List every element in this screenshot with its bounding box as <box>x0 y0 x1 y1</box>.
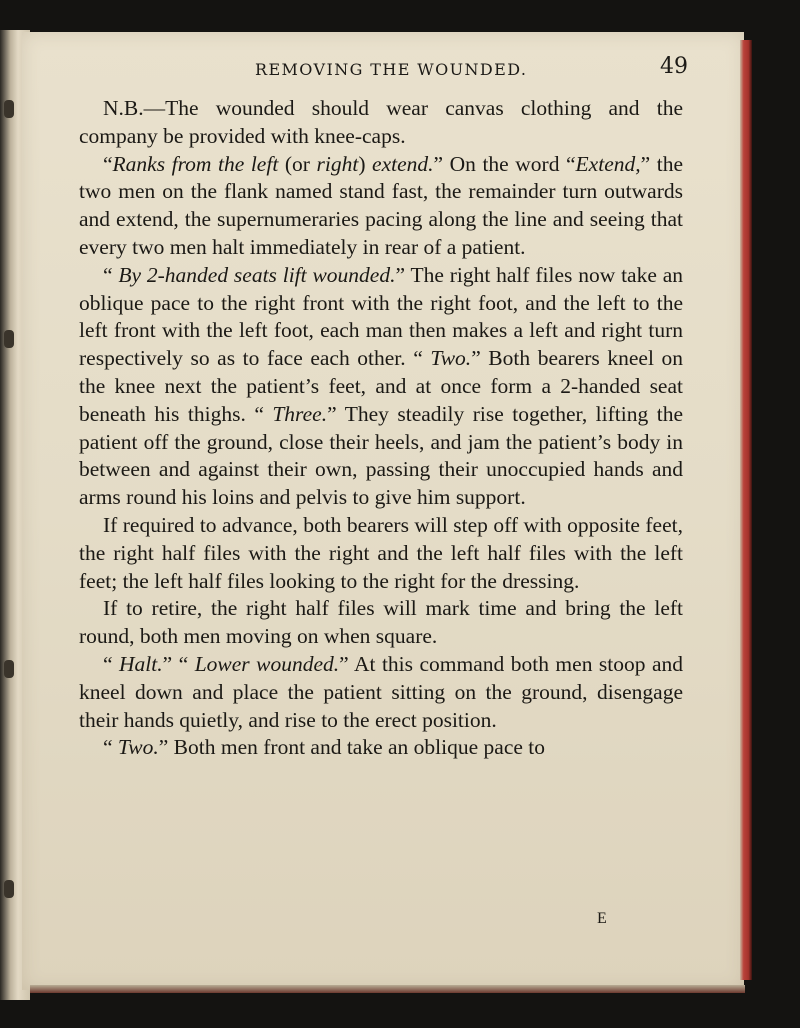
paragraph <box>79 512 683 595</box>
page-edge-red <box>740 40 752 980</box>
text-run: ” At this command both men stoop and kneel down and place the patient sitting on the ground, disengage their hands quietly, and rise to the erect position. <box>79 651 684 732</box>
text-run: N.B.—The wounded should wear canvas clothing and the company be provided with knee-caps. <box>79 96 683 148</box>
italic-phrase: Two. <box>430 346 472 371</box>
italic-phrase: Three. <box>272 401 328 426</box>
text-run: “ <box>103 151 113 176</box>
binding-thread <box>4 330 14 348</box>
paragraph <box>79 151 683 262</box>
text-run: ” On the word “ <box>433 151 576 176</box>
italic-phrase: Halt. <box>119 651 163 676</box>
text-run: If required to advance, both bearers will step off with opposite feet, the right half files with the right and the left half files with the left feet; the left half files looking to the right for the dressing. <box>79 512 683 593</box>
text-run: ” Both men front and take an oblique pace to <box>158 735 546 760</box>
page-header <box>60 54 690 84</box>
italic-phrase: Extend, <box>575 151 641 176</box>
binding-thread <box>4 880 14 898</box>
text-run: ” Both bearers kneel on the knee next the patient’s feet, and at once form a 2-handed seat beneath his thighs. “ <box>79 346 683 426</box>
paragraph <box>79 262 683 512</box>
binding-thread <box>4 660 14 678</box>
text-run: (or <box>278 151 317 176</box>
text-run: ” The right half files now take an oblique pace to the right front with the right foot, and the left to the left front with the left foot, each man then makes a left and right turn respectively so as to face each other. “ <box>79 262 684 371</box>
page-number: 49 <box>660 54 688 79</box>
text-run: ” They steadily rise together, lifting the patient off the ground, close their heels, and jam the patient’s body in between and against their own, passing their unoccupied hands and arms round his loins and pelvis to give him support. <box>79 401 683 510</box>
text-run: If to retire, the right half files will mark time and bring the left round, both men moving on when square. <box>79 596 683 649</box>
text-run: ) <box>358 151 373 176</box>
running-head: REMOVING THE WOUNDED. <box>255 60 528 79</box>
italic-phrase: By 2-handed seats lift wounded. <box>118 262 396 287</box>
page-bottom-edge <box>30 985 745 993</box>
text-run: “ <box>103 735 118 760</box>
paragraph <box>79 595 683 651</box>
italic-phrase: right <box>316 151 359 176</box>
italic-phrase: Two. <box>117 735 159 760</box>
signature-mark: E <box>597 910 608 927</box>
paragraph <box>79 734 683 762</box>
paragraph <box>79 95 683 151</box>
body-text <box>79 95 683 762</box>
text-run: “ <box>103 651 120 676</box>
italic-phrase: extend. <box>372 151 434 176</box>
text-run: “ <box>103 262 119 287</box>
text-run: ” the two men on the flank named stand fast, the remainder turn outwards and extend, the supernumeraries pacing along the line and seeing that every two men halt immediately in rear of a patient. <box>79 151 683 259</box>
binding-thread <box>4 100 14 118</box>
italic-phrase: Lower wounded. <box>194 651 340 676</box>
text-run: ” “ <box>162 651 195 676</box>
paragraph <box>79 651 683 734</box>
italic-phrase: Ranks from the left <box>112 151 279 176</box>
